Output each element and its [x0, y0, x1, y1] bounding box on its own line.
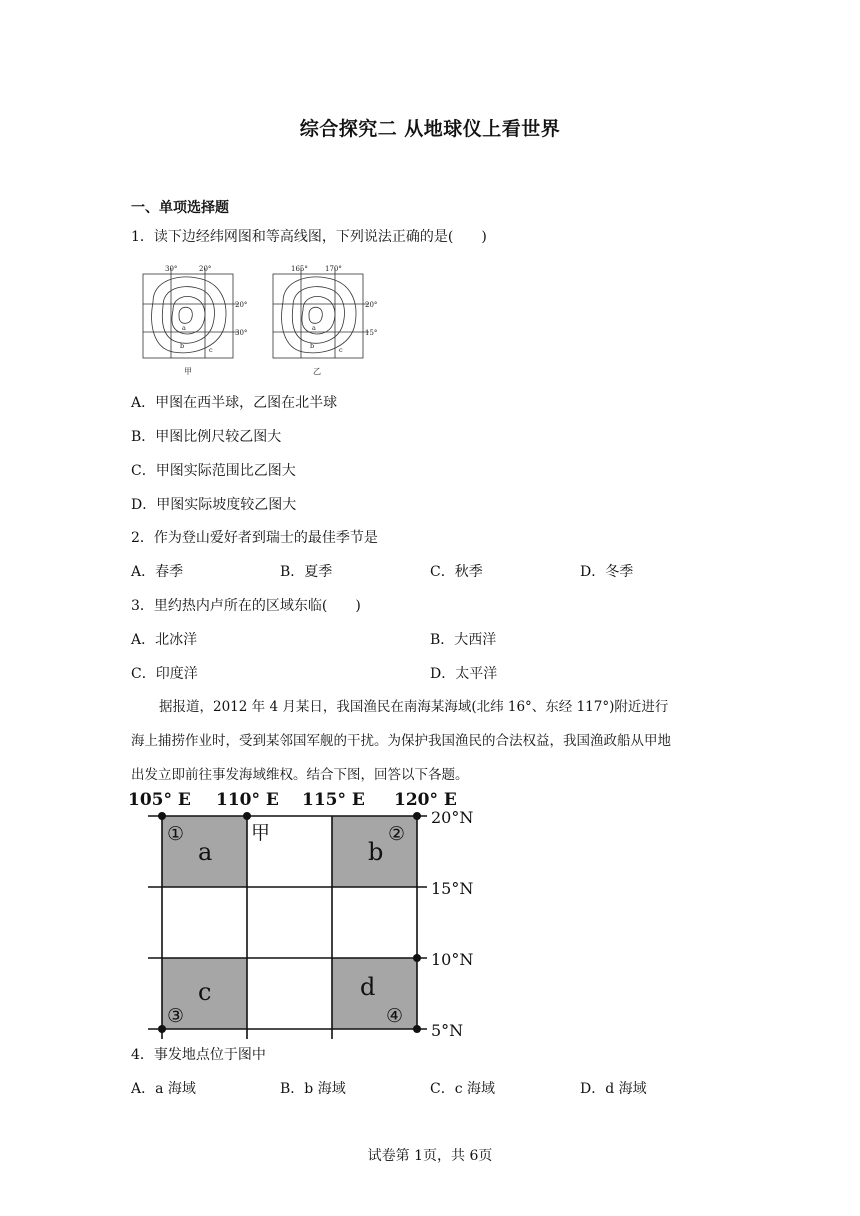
lat-label-5n: 5°N: [431, 1021, 464, 1040]
jia-lat-label-2: 30°: [235, 329, 248, 337]
jia-lat-label-1: 20°: [235, 301, 248, 309]
region-c-letter: c: [198, 978, 212, 1006]
passage-line-2: 海上捕捞作业时，受到某邻国军舰的干扰。为保护我国渔民的合法权益，我国渔政船从甲地: [131, 733, 671, 749]
question-3-stem: 3．里约热内卢所在的区域东临( ): [131, 598, 361, 614]
page-title: 综合探究二 从地球仪上看世界: [299, 118, 561, 140]
q1-option-a: A．甲图在西半球，乙图在北半球: [131, 395, 338, 411]
region-c-number: ③: [167, 1005, 185, 1027]
lon-label-115: 115° E: [302, 790, 365, 810]
q2-option-c: C．秋季: [430, 564, 483, 580]
yi-lat-label-1: 20°: [365, 301, 378, 309]
question-2-stem: 2．作为登山爱好者到瑞士的最佳季节是: [131, 530, 378, 546]
q3-option-c: C．印度洋: [131, 666, 198, 682]
region-b-number: ②: [388, 823, 406, 845]
region-b-letter: b: [368, 838, 384, 866]
region-d-letter: d: [360, 973, 376, 1001]
section-title: 一、单项选择题: [131, 200, 229, 216]
q4-option-b: B．b 海域: [280, 1081, 346, 1097]
question-1-stem: 1．读下边经纬网图和等高线图，下列说法正确的是( ): [131, 229, 487, 245]
figure-yi: [273, 268, 369, 358]
place-label-jia: 甲: [251, 822, 271, 844]
jia-point-a: a: [182, 324, 186, 332]
passage-line-1: 据报道，2012 年 4 月某日，我国渔民在南海某海域(北纬 16°、东经 117°)附近进行: [159, 699, 669, 715]
q4-option-c: C．c 海域: [430, 1081, 496, 1097]
q3-option-a: A．北冰洋: [131, 632, 198, 648]
q4-option-d: D．d 海域: [580, 1081, 647, 1097]
q1-option-c: C．甲图实际范围比乙图大: [131, 463, 296, 479]
passage-line-3: 出发立即前往事发海域维权。结合下图，回答以下各题。: [131, 767, 469, 783]
yi-lat-label-2: 15°: [365, 329, 378, 337]
yi-point-b: b: [310, 342, 315, 350]
jia-lon-label-1: 30°: [165, 265, 178, 273]
lat-label-15n: 15°N: [431, 879, 474, 898]
lon-label-105: 105° E: [128, 790, 191, 810]
region-a-letter: a: [198, 838, 213, 866]
q1-option-b: B．甲图比例尺较乙图大: [131, 429, 282, 445]
lat-label-10n: 10°N: [431, 950, 474, 969]
yi-point-c: c: [339, 346, 343, 354]
lon-label-120: 120° E: [394, 790, 457, 810]
yi-lon-label-1: 165°: [291, 265, 308, 273]
q1-contour-figure: [135, 262, 385, 380]
lat-long-grid-map: [120, 783, 500, 1045]
q1-option-d: D．甲图实际坡度较乙图大: [131, 497, 297, 513]
lon-label-110: 110° E: [216, 790, 279, 810]
jia-point-b: b: [180, 342, 185, 350]
region-d-number: ④: [386, 1005, 404, 1027]
q2-option-a: A．春季: [131, 564, 184, 580]
q3-option-b: B．大西洋: [430, 632, 497, 648]
q3-option-d: D．太平洋: [430, 666, 498, 682]
page-footer: 试卷第 1页，共 6页: [367, 1148, 493, 1164]
yi-point-a: a: [312, 324, 316, 332]
jia-point-c: c: [209, 346, 213, 354]
q2-option-d: D．冬季: [580, 564, 634, 580]
yi-caption: 乙: [313, 367, 321, 376]
figure-jia: [143, 268, 239, 358]
yi-lon-label-2: 170°: [325, 265, 342, 273]
jia-lon-label-2: 20°: [199, 265, 212, 273]
region-a-number: ①: [167, 823, 185, 845]
lat-label-20n: 20°N: [431, 808, 474, 827]
jia-caption: 甲: [184, 367, 192, 376]
q2-option-b: B．夏季: [280, 564, 333, 580]
question-4-stem: 4．事发地点位于图中: [131, 1047, 266, 1063]
q4-option-a: A．a 海域: [131, 1081, 196, 1097]
